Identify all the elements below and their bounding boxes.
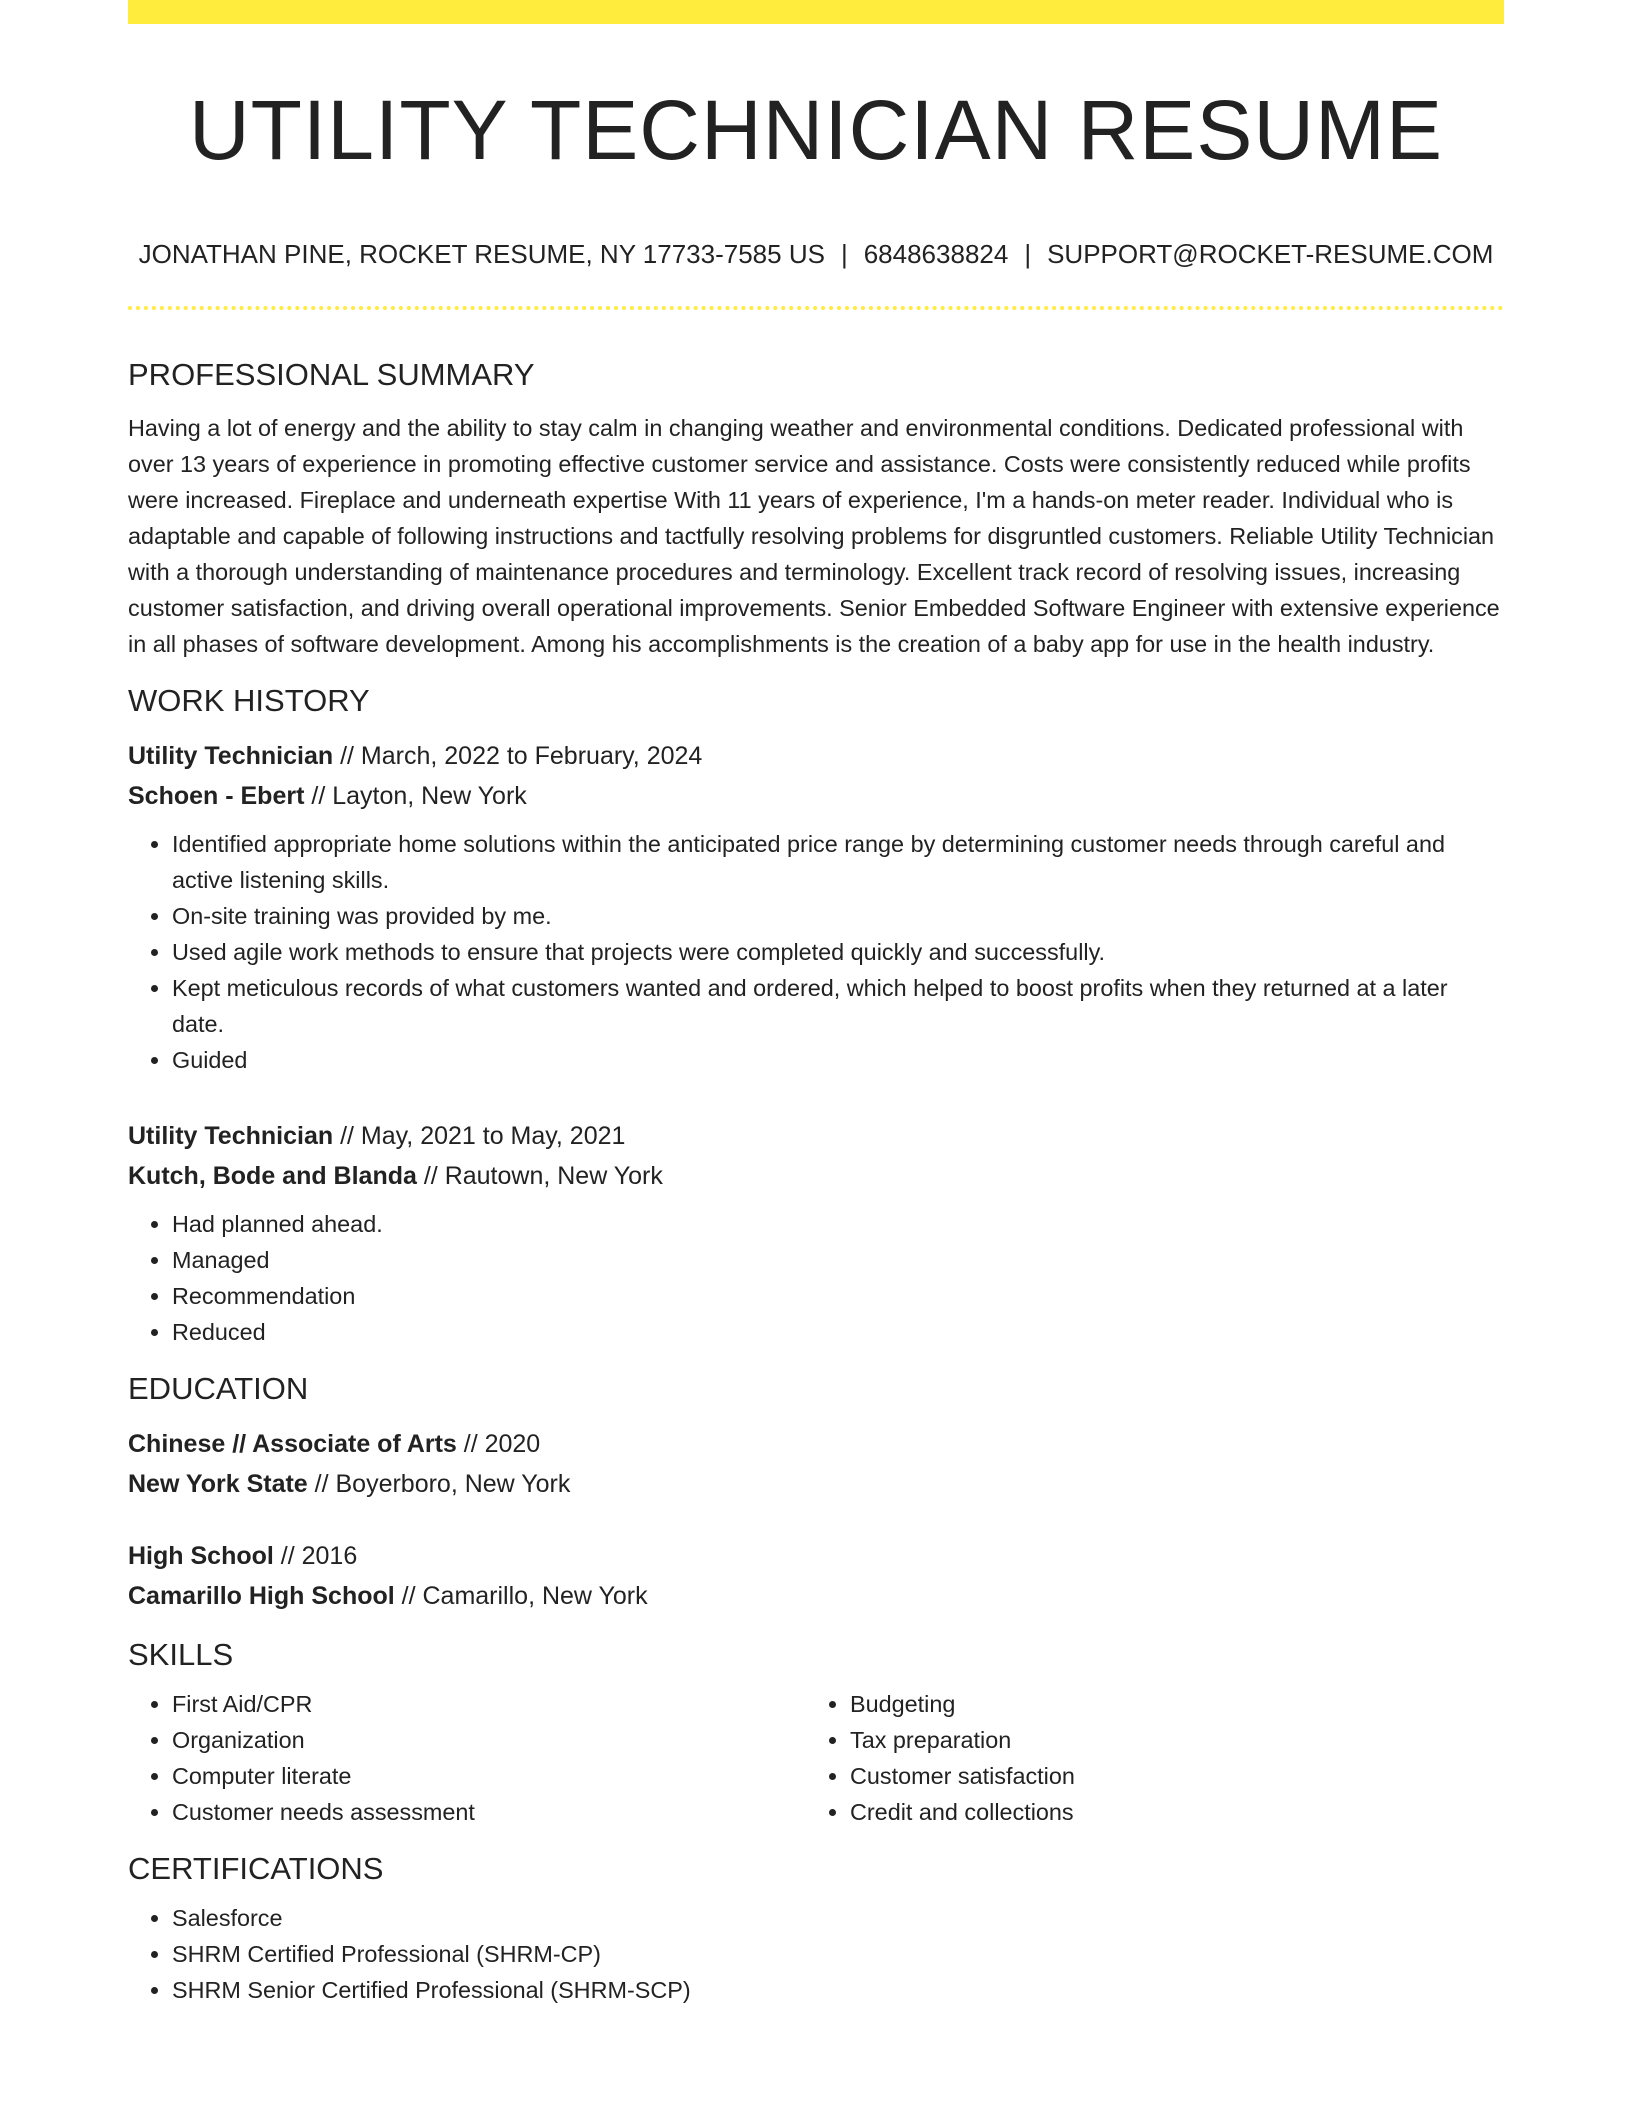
education-school: New York State xyxy=(128,1470,308,1498)
education-year: // 2016 xyxy=(273,1542,358,1570)
skill-item: • Computer literate xyxy=(172,1758,806,1794)
skill-item: • Tax preparation xyxy=(850,1722,1484,1758)
education-school-line xyxy=(128,1464,1504,1504)
job-bullet: • Managed xyxy=(172,1242,1504,1278)
contact-email: SUPPORT@ROCKET-RESUME.COM xyxy=(1047,239,1494,269)
skills-list-right xyxy=(806,1686,1484,1830)
job-dates: // May, 2021 to May, 2021 xyxy=(333,1122,626,1150)
job-title: Utility Technician xyxy=(128,742,334,770)
summary-section xyxy=(128,354,1504,662)
job-bullet: • Reduced xyxy=(172,1314,1504,1350)
skill-item: • Customer satisfaction xyxy=(850,1758,1484,1794)
contact-separator: | xyxy=(840,239,848,269)
top-accent-bar xyxy=(128,0,1504,24)
certifications-heading: CERTIFICATIONS xyxy=(128,1851,384,1886)
job-bullet: • Had planned ahead. xyxy=(172,1206,1504,1242)
job-title: Utility Technician xyxy=(128,1122,334,1150)
contact-phone: 6848638824 xyxy=(863,239,1009,269)
job-title-line xyxy=(128,1116,1504,1156)
job-bullets xyxy=(128,826,1504,1078)
skill-item: • Credit and collections xyxy=(850,1794,1484,1830)
skills-columns xyxy=(128,1676,1504,1830)
skill-item: • First Aid/CPR xyxy=(172,1686,806,1722)
job-entry xyxy=(128,736,1504,1078)
skills-list-left xyxy=(128,1686,806,1830)
job-bullet: • Recommendation xyxy=(172,1278,1504,1314)
skill-item: • Organization xyxy=(172,1722,806,1758)
job-bullet: • Used agile work methods to ensure that projects were completed quickly and successfully. xyxy=(172,934,1504,970)
job-bullet: • Identified appropriate home solutions within the anticipated price range by determining customer needs through careful and active listening skills. xyxy=(172,826,1504,898)
certification-item: • SHRM Senior Certified Professional (SHRM-SCP) xyxy=(172,1972,1504,2008)
education-degree-line xyxy=(128,1424,1504,1464)
skill-item: • Customer needs assessment xyxy=(172,1794,806,1830)
contact-separator: | xyxy=(1024,239,1032,269)
education-year: // 2020 xyxy=(456,1430,541,1458)
education-location: // Camarillo, New York xyxy=(394,1582,648,1610)
contact-line xyxy=(128,236,1504,272)
job-bullets xyxy=(128,1206,1504,1350)
job-company-line xyxy=(128,1156,1504,1196)
education-section xyxy=(128,1368,1504,1616)
resume-body xyxy=(128,354,1504,2008)
education-degree: High School xyxy=(128,1542,274,1570)
summary-heading: PROFESSIONAL SUMMARY xyxy=(128,357,535,392)
certifications-list xyxy=(128,1900,1504,2008)
education-entry xyxy=(128,1424,1504,1504)
contact-name-address: JONATHAN PINE, ROCKET RESUME, NY 17733-7585 US xyxy=(138,239,825,269)
job-location: // Layton, New York xyxy=(304,782,527,810)
education-location: // Boyerboro, New York xyxy=(307,1470,571,1498)
header-divider xyxy=(128,306,1504,310)
certification-item: • Salesforce xyxy=(172,1900,1504,1936)
job-bullet: • Kept meticulous records of what customers wanted and ordered, which helped to boost profits when they returned at a later date. xyxy=(172,970,1504,1042)
job-company: Schoen - Ebert xyxy=(128,782,305,810)
education-school-line xyxy=(128,1576,1504,1616)
job-bullet: • On-site training was provided by me. xyxy=(172,898,1504,934)
education-entry xyxy=(128,1536,1504,1616)
skill-item: • Budgeting xyxy=(850,1686,1484,1722)
education-heading: EDUCATION xyxy=(128,1371,309,1406)
education-degree: Chinese // Associate of Arts xyxy=(128,1430,457,1458)
education-degree-line xyxy=(128,1536,1504,1576)
job-company-line xyxy=(128,776,1504,816)
summary-text: Having a lot of energy and the ability to stay calm in changing weather and environmental conditions. Dedicated professional with over 13 years of experience in promoting effective customer service and assistance. Costs were consistently reduced while profits were increased. Fireplace and underneath expertise With 11 years of experience, I'm a hands-on meter reader. Individual who is adaptable and capable of following instructions and tactfully resolving problems for disgruntled customers. Reliable Utility Technician with a thorough understanding of maintenance procedures and terminology. Excellent track record of resolving issues, increasing customer satisfaction, and driving overall operational improvements. Senior Embedded Software Engineer with extensive experience in all phases of software development. Among his accomplishments is the creation of a baby app for use in the health industry. xyxy=(128,415,1500,657)
job-title-line xyxy=(128,736,1504,776)
skills-heading: SKILLS xyxy=(128,1637,234,1672)
skills-section xyxy=(128,1634,1504,1830)
job-entry xyxy=(128,1116,1504,1350)
job-bullet: • Guided xyxy=(172,1042,1504,1078)
education-school: Camarillo High School xyxy=(128,1582,395,1610)
job-location: // Rautown, New York xyxy=(416,1162,663,1190)
certification-item: • SHRM Certified Professional (SHRM-CP) xyxy=(172,1936,1504,1972)
work-history-section xyxy=(128,680,1504,1350)
job-company: Kutch, Bode and Blanda xyxy=(128,1162,417,1190)
resume-title: UTILITY TECHNICIAN RESUME xyxy=(188,83,1444,177)
work-history-heading: WORK HISTORY xyxy=(128,683,370,718)
job-dates: // March, 2022 to February, 2024 xyxy=(333,742,703,770)
certifications-section xyxy=(128,1848,1504,2008)
